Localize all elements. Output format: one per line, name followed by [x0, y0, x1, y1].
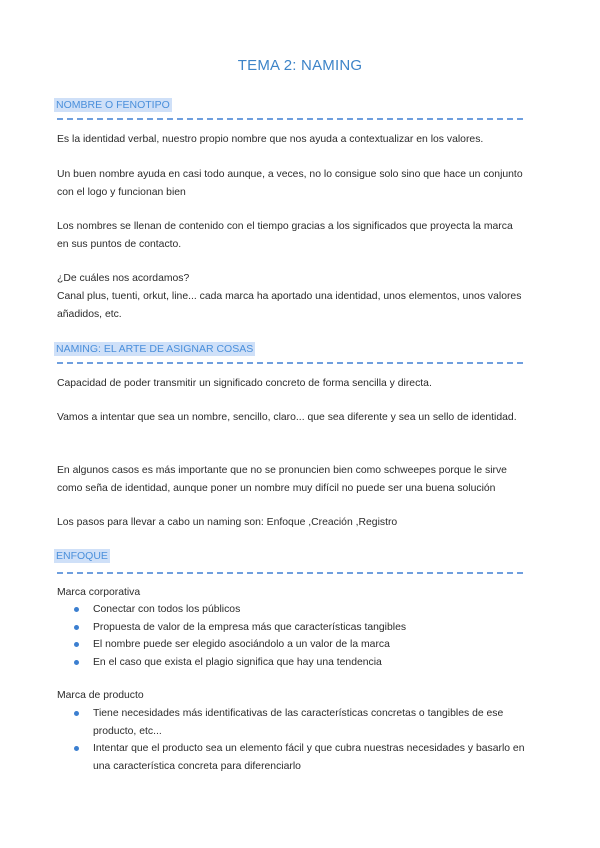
group-label-marca-corporativa: Marca corporativa	[57, 587, 141, 598]
bullet-icon	[74, 642, 79, 647]
paragraph: Capacidad de poder transmitir un significado concreto de forma sencilla y directa.	[57, 378, 432, 389]
section-heading-nombre-fenotipo: NOMBRE O FENOTIPO	[56, 99, 170, 111]
list-item: En el caso que exista el plagio significa que hay una tendencia	[57, 654, 537, 672]
paragraph: Los nombres se llenan de contenido con el tiempo gracias a los significados que proyecta la marca en sus puntos de contacto.	[57, 221, 513, 250]
list-item: El nombre puede ser elegido asociándolo a un valor de la marca	[57, 636, 537, 654]
group-label-marca-producto: Marca de producto	[57, 690, 144, 701]
list-item: Intentar que el producto sea un elemento fácil y que cubra nuestras necesidades y basarlo en una característica concreta para diferenciarlo	[57, 740, 537, 775]
paragraph: Canal plus, tuenti, orkut, line... cada marca ha aportado una identidad, unos elementos, unos valores añadidos, etc.	[57, 291, 522, 320]
page-title: TEMA 2: NAMING	[237, 57, 363, 74]
bullet-list-producto	[57, 705, 537, 775]
list-item: Propuesta de valor de la empresa más que características tangibles	[57, 619, 537, 637]
section-divider	[57, 572, 523, 574]
bullet-icon	[74, 625, 79, 630]
bullet-icon	[74, 711, 79, 716]
bullet-list-corporativa	[57, 601, 537, 671]
bullet-icon	[74, 660, 79, 665]
paragraph: Los pasos para llevar a cabo un naming son: Enfoque ,Creación ,Registro	[57, 517, 398, 528]
bullet-icon	[74, 607, 79, 612]
section-divider	[57, 362, 523, 364]
list-item: Conectar con todos los públicos	[57, 601, 537, 619]
section-heading-enfoque: ENFOQUE	[56, 550, 108, 562]
paragraph: Es la identidad verbal, nuestro propio nombre que nos ayuda a contextualizar en los valores.	[57, 134, 484, 145]
section-divider	[57, 118, 523, 120]
paragraph: Vamos a intentar que sea un nombre, sencillo, claro... que sea diferente y sea un sello de identidad.	[57, 412, 517, 423]
paragraph: Un buen nombre ayuda en casi todo aunque, a veces, no lo consigue solo sino que hace un conjunto con el logo y funcionan bien	[57, 169, 523, 198]
paragraph-question: ¿De cuáles nos acordamos?	[57, 273, 190, 284]
bullet-icon	[74, 746, 79, 751]
section-heading-naming: NAMING: EL ARTE DE ASIGNAR COSAS	[56, 343, 254, 355]
paragraph: En algunos casos es más importante que no se pronuncien bien como schweepes porque le sirve como seña de identidad, aunque poner un nombre muy difícil no puede ser una buena solución	[57, 465, 507, 494]
list-item: Tiene necesidades más identificativas de las características concretas o tangibles de ese producto, etc...	[57, 705, 537, 740]
